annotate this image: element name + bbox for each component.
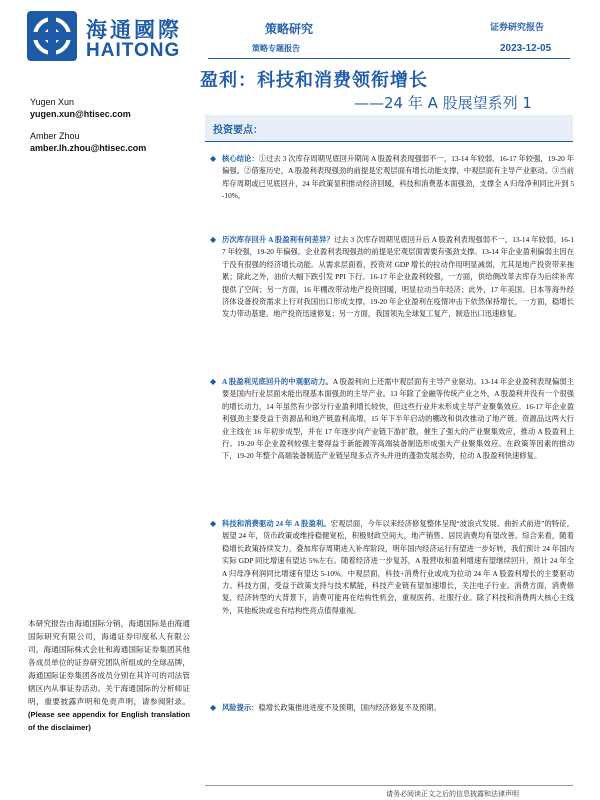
haitong-logo: [26, 10, 201, 62]
key-points-divider: [205, 141, 573, 142]
logo-english-name: HAITONG: [86, 40, 181, 61]
disclaimer-chinese: 本研究报告由海通国际分销，海通国际是由海通国际研究有限公司，海通证券印度私人有限公司，海通国际株式会社和海通国际证券集团其他各成员单位的证券研究团队所组成的全球品牌，海通国际证券集团各成员分别在其许可的司法管辖区内从事证券活动。关于海通国际的分析师证明，重要披露声明和免责声明，请参阅附录。: [28, 619, 190, 706]
key-point-item: [210, 702, 574, 714]
key-point-item: [210, 234, 574, 321]
author-block: [30, 96, 131, 120]
disclaimer-english-note: (Please see appendix for English translation of the disclaimer): [28, 710, 190, 732]
disclaimer: [28, 617, 190, 734]
author-block: [30, 130, 146, 154]
key-point-text: 过去 3 次库存周期见底回升后 A 股盈利表现强弱不一，13-14 年较弱、16-17 年较强，19-20 年偏强。企业盈利表现强劲的前提是宏观层面需要有强劲支撑。13-14 年企业盈利偏弱主因在于没有很强的经济增长动能。从需求层面看，投资对 GDP 增长的拉动作用明显减弱，尤其是地产投资带来拖累；除此之外，油价大幅下跌引发 PPI 下行。16-17 年企业盈利较强，一方面，供给侧改革去库存为后续补库提供了空间；另一方面，16 年棚改带动地产投资回暖，明显拉动当年经济；此外，17 年美国、日本等海外经济体设备投资需求上行对我国出口形成支撑。19-20 年企业盈利在疫情冲击下依然保持增长，一方面，稳增长发力带动基建、地产投资迅速修复；另一方面，我国领先全球复工复产，制造出口迅速修复。: [222, 235, 574, 319]
key-point-lead: 科技和消费驱动 24 年 A 股盈利。: [222, 519, 331, 528]
key-point-item: [210, 153, 574, 203]
key-point-lead: 风险提示：: [222, 703, 259, 712]
key-point-text: 宏观层面，今年以来经济修复整体呈现“波浪式发展、曲折式前进”的特征，展望 24 年，货币政策或维持稳健宽松，积极财政空间大，地产销售、居民消费均有望改善。综合来看，随着稳增长政策持续发力，叠加库存周期进入补库阶段，明年国内经济运行有望进一步好转，我们预计 24 年国内实际 GDP 同比增速有望达 5%左右。随着经济进一步复苏，A 股营收和盈利增速有望继续回升，预计 24 年全 A 归母净利润同比增速有望达 5-10%。中观层面，科技+消费行业或成为拉动 24 年 A 股盈利增长的主要驱动力。科技方面，受益于政策支持与技术赋能，科技产业链有望加速增长，关注电子行业。消费方面，消费修复，经济转型的大背景下，消费可能再在结构性机会，重视医药、社服行业。除了科技和消费两大核心主线外，其他板块或也有结构性亮点值得重视。: [222, 519, 574, 615]
bullet-diamond-icon: ◆: [210, 377, 217, 386]
report-title: 盈利：科技和消费领衔增长: [200, 70, 428, 91]
bullet-diamond-icon: ◆: [210, 703, 217, 712]
report-series: ——24 年 A 股展望系列 1: [354, 94, 532, 112]
key-point-lead: 核心结论：: [222, 154, 259, 163]
report-date: 2023-12-05: [500, 43, 552, 54]
footer-notice: 请务必阅读正文之后的信息披露和法律声明: [386, 790, 519, 798]
haitong-logo-icon: [26, 10, 78, 62]
key-points-title: 投资要点：: [213, 125, 263, 136]
key-point-text: A 股盈利向上还需中观层面有主导产业驱动。13-14 年企业盈利表现偏弱主要是国内行业层面未能出现基本面强劲的主导产业。13 年除了金融等传统产业之外，A 股盈利并没有一个很强的增长动力，14 年虽然有少部分行业盈利增长较快，但这些行业并未形成主导产业聚集效应。16-17 年企业盈利强劲主要受益于资源品和地产链盈利高增，15 年下半年启动的棚改和供改推动了地产链、资源品这两大行业主线在 16 年初步成型，并在 17 年逐步向产业链下游扩散，催生了强大的产业聚集效应，推动 A 股盈利上行。19-20 年企业盈利较强主要得益于新能源等高端装备制造形成强大产业聚集效应。在政策等因素的推动下，19-20 年整个高端装备制造产业链呈现多点齐头并进的蓬勃发展态势，拉动 A 股盈利快速修复。: [222, 377, 574, 461]
header-divider: [208, 58, 570, 59]
report-category: 证券研究报告: [490, 23, 545, 33]
key-point-text: ①过去 3 次库存周期见底回升期间 A 股盈利表现强弱不一，13-14 年较弱、16-17 年较强，19-20 年偏强。②借鉴历史，A 股盈利表现强劲的前提是宏观层面有增长动能支撑，中观层面有主导产业驱动。③当前库存周期或已见底回升，24 年政策显积推动经济回暖，科技和消费基本面强劲，支撑全 A 归母净利同比升到 5-10%。: [222, 154, 575, 201]
key-point-item: [210, 376, 574, 463]
author-email[interactable]: yugen.xun@htisec.com: [30, 109, 131, 119]
author-name: Amber Zhou: [30, 131, 80, 141]
key-point-item: [210, 518, 574, 617]
author-name: Yugen Xun: [30, 97, 75, 107]
author-email[interactable]: amber.lh.zhou@htisec.com: [30, 143, 147, 153]
report-type: 策略研究: [265, 22, 314, 36]
bullet-diamond-icon: ◆: [210, 235, 217, 244]
bullet-diamond-icon: ◆: [210, 154, 217, 163]
logo-chinese-name: 海通國際: [86, 18, 182, 42]
footer-divider: [205, 785, 573, 786]
report-subtype: 策略专题报告: [252, 44, 300, 53]
key-point-lead: A 股盈利见底回升的中观驱动力。: [222, 377, 333, 386]
key-point-lead: 历次库存回升 A 股盈利有何差异？: [222, 235, 334, 244]
bullet-diamond-icon: ◆: [210, 519, 217, 528]
key-point-text: 稳增长政策推进进度不及预期，国内经济修复不及预期。: [258, 703, 441, 712]
